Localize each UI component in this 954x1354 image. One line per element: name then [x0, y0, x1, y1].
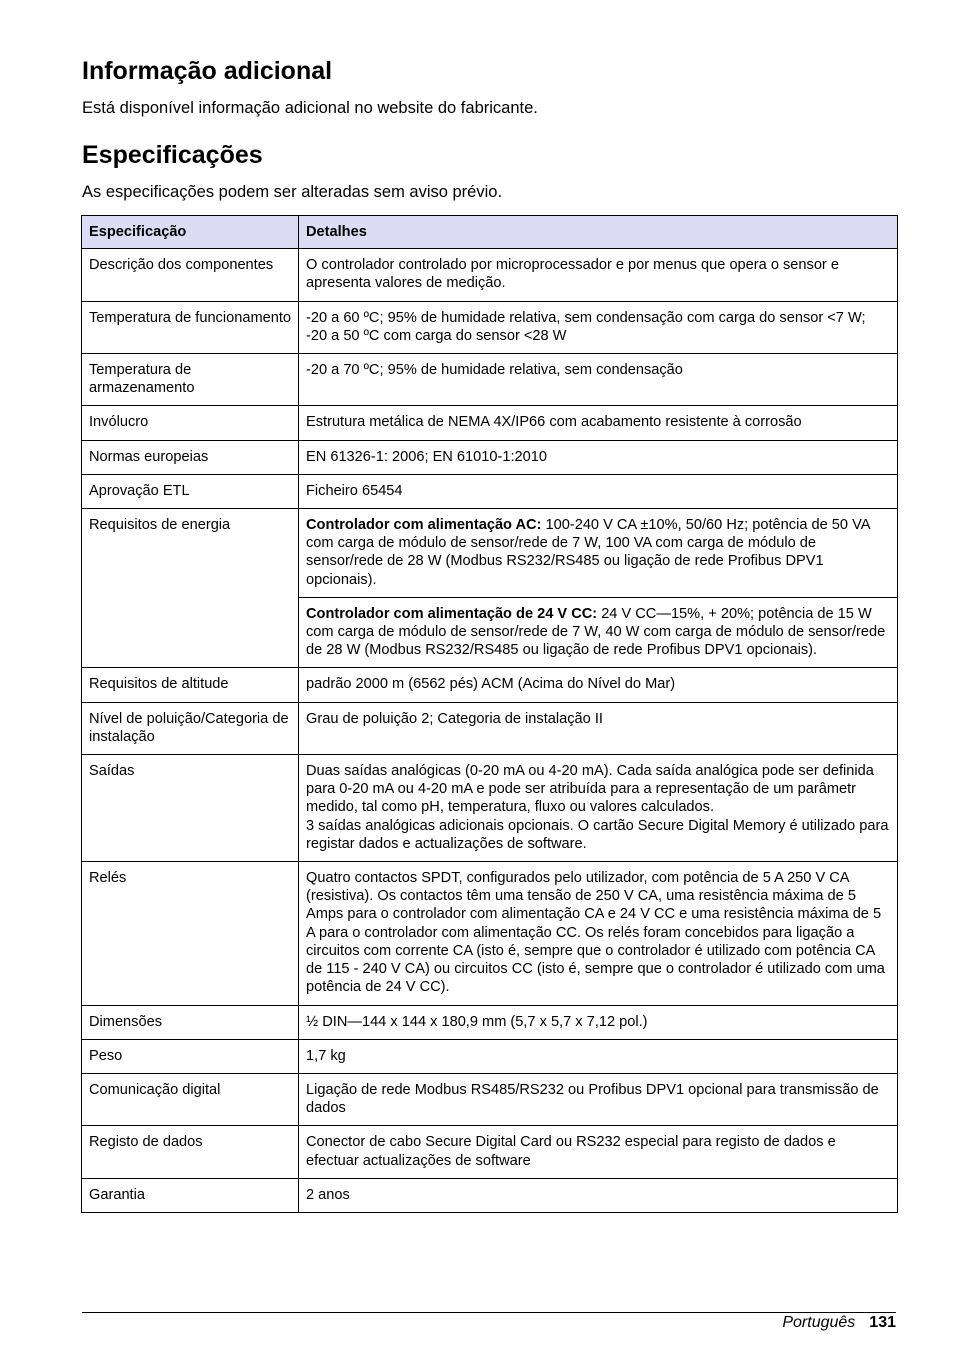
spec-detail-dc [299, 597, 898, 668]
table-row [82, 1073, 898, 1125]
spec-detail-ac [299, 509, 898, 598]
footer-divider [82, 1312, 896, 1313]
spec-label: Descrição dos componentes [82, 249, 299, 301]
outputs-line-2: 3 saídas analógicas adicionais opcionais. O cartão Secure Digital Memory é utilizado para registar dados e actualizações de software. [306, 817, 889, 852]
column-header-details: Detalhes [299, 216, 898, 249]
table-row [82, 1005, 898, 1039]
spec-detail: -20 a 60 ºC; 95% de humidade relativa, sem condensação com carga do sensor <7 W; -20 a 50 ºC com carga do sensor <28 W [299, 301, 898, 353]
spec-label: Invólucro [82, 406, 299, 440]
table-row [82, 1126, 898, 1178]
spec-label: Comunicação digital [82, 1073, 299, 1125]
table-row [82, 755, 898, 862]
spec-detail: padrão 2000 m (6562 pés) ACM (Acima do Nível do Mar) [299, 668, 898, 702]
spec-detail: Estrutura metálica de NEMA 4X/IP66 com acabamento resistente à corrosão [299, 406, 898, 440]
dc-bold-label: Controlador com alimentação de 24 V CC: [306, 605, 598, 622]
spec-detail: O controlador controlado por microprocessador e por menus que opera o sensor e apresenta valores de medição. [299, 249, 898, 301]
spec-label: Garantia [82, 1178, 299, 1212]
spec-label: Nível de poluição/Categoria de instalação [82, 702, 299, 754]
outputs-line-1: Duas saídas analógicas (0-20 mA ou 4-20 mA). Cada saída analógica pode ser definida para 0-20 mA ou 4-20 mA e pode ser atribuída para a representação de um parâmetr medido, tal como pH, temperatura, fluxo ou valores calculados. [306, 763, 874, 816]
spec-label: Peso [82, 1039, 299, 1073]
ac-bold-label: Controlador com alimentação AC: [306, 517, 542, 534]
spec-detail: Conector de cabo Secure Digital Card ou RS232 especial para registo de dados e efectuar actualizações de software [299, 1126, 898, 1178]
table-header-row [82, 216, 898, 249]
spec-detail: ½ DIN—144 x 144 x 180,9 mm (5,7 x 5,7 x 7,12 pol.) [299, 1005, 898, 1039]
spec-label: Requisitos de altitude [82, 668, 299, 702]
dc-text: 24 V CC—15%, + 20%; potência de 15 W com carga de módulo de sensor/rede de 7 W, 40 W com carga de módulo de sensor/rede de 28 W (Modbus RS232/RS485 ou ligação de rede Profibus DPV1 opcionais). [306, 605, 886, 659]
table-row [82, 301, 898, 353]
table-row [82, 668, 898, 702]
spec-label: Requisitos de energia [82, 509, 299, 668]
spec-detail: Quatro contactos SPDT, configurados pelo utilizador, com potência de 5 A 250 V CA (resistiva). Os contactos têm uma tensão de 250 V CA, uma resistência máxima de 5 Amps para o controlador com alimentação CA e 24 V CC e uma resistência máxima de 5 A para o controlador com alimentação CC. Os relés foram concebidos para ligação a circuitos com corrente CA (isto é, sempre que o controlador é utilizado com potência CA de 115 - 240 V CA) ou circuitos CC (isto é, sempre que o controlador é utilizado com uma potência de 24 V CC). [299, 862, 898, 1005]
specs-paragraph: As especificações podem ser alteradas sem aviso prévio. [82, 183, 503, 201]
table-row [82, 862, 898, 1005]
spec-detail: 2 anos [299, 1178, 898, 1212]
spec-label: Temperatura de funcionamento [82, 301, 299, 353]
spec-label: Temperatura de armazenamento [82, 354, 299, 406]
ac-text: 100-240 V CA ±10%, 50/60 Hz; potência de 50 VA com carga de módulo de sensor/rede de 7 W, 100 VA com carga de módulo de sensor/rede de 28 W (Modbus RS232/RS485 ou ligação de rede Profibus DPV1 opcionais). [306, 517, 870, 588]
spec-detail [299, 755, 898, 862]
spec-label: Dimensões [82, 1005, 299, 1039]
section-heading-info: Informação adicional [82, 57, 333, 85]
section-heading-specs: Especificações [82, 141, 263, 169]
table-row [82, 702, 898, 754]
spec-label: Registo de dados [82, 1126, 299, 1178]
spec-detail: EN 61326-1: 2006; EN 61010-1:2010 [299, 440, 898, 474]
specifications-table [81, 215, 898, 1213]
table-row [82, 440, 898, 474]
spec-detail: 1,7 kg [299, 1039, 898, 1073]
column-header-spec: Especificação [82, 216, 299, 249]
footer-language: Português [782, 1314, 856, 1331]
spec-label: Aprovação ETL [82, 474, 299, 508]
table-row [82, 249, 898, 301]
spec-label: Relés [82, 862, 299, 1005]
table-row [82, 1039, 898, 1073]
table-row [82, 354, 898, 406]
table-row [82, 1178, 898, 1212]
spec-detail: Grau de poluição 2; Categoria de instalação II [299, 702, 898, 754]
spec-label: Normas europeias [82, 440, 299, 474]
page-footer [782, 1312, 896, 1333]
spec-detail: Ficheiro 65454 [299, 474, 898, 508]
table-row [82, 509, 898, 598]
spec-label: Saídas [82, 755, 299, 862]
spec-detail: Ligação de rede Modbus RS485/RS232 ou Profibus DPV1 opcional para transmissão de dados [299, 1073, 898, 1125]
table-row [82, 474, 898, 508]
info-paragraph: Está disponível informação adicional no website do fabricante. [82, 99, 538, 117]
page-number: 131 [869, 1314, 896, 1331]
table-row [82, 406, 898, 440]
spec-detail: -20 a 70 ºC; 95% de humidade relativa, sem condensação [299, 354, 898, 406]
